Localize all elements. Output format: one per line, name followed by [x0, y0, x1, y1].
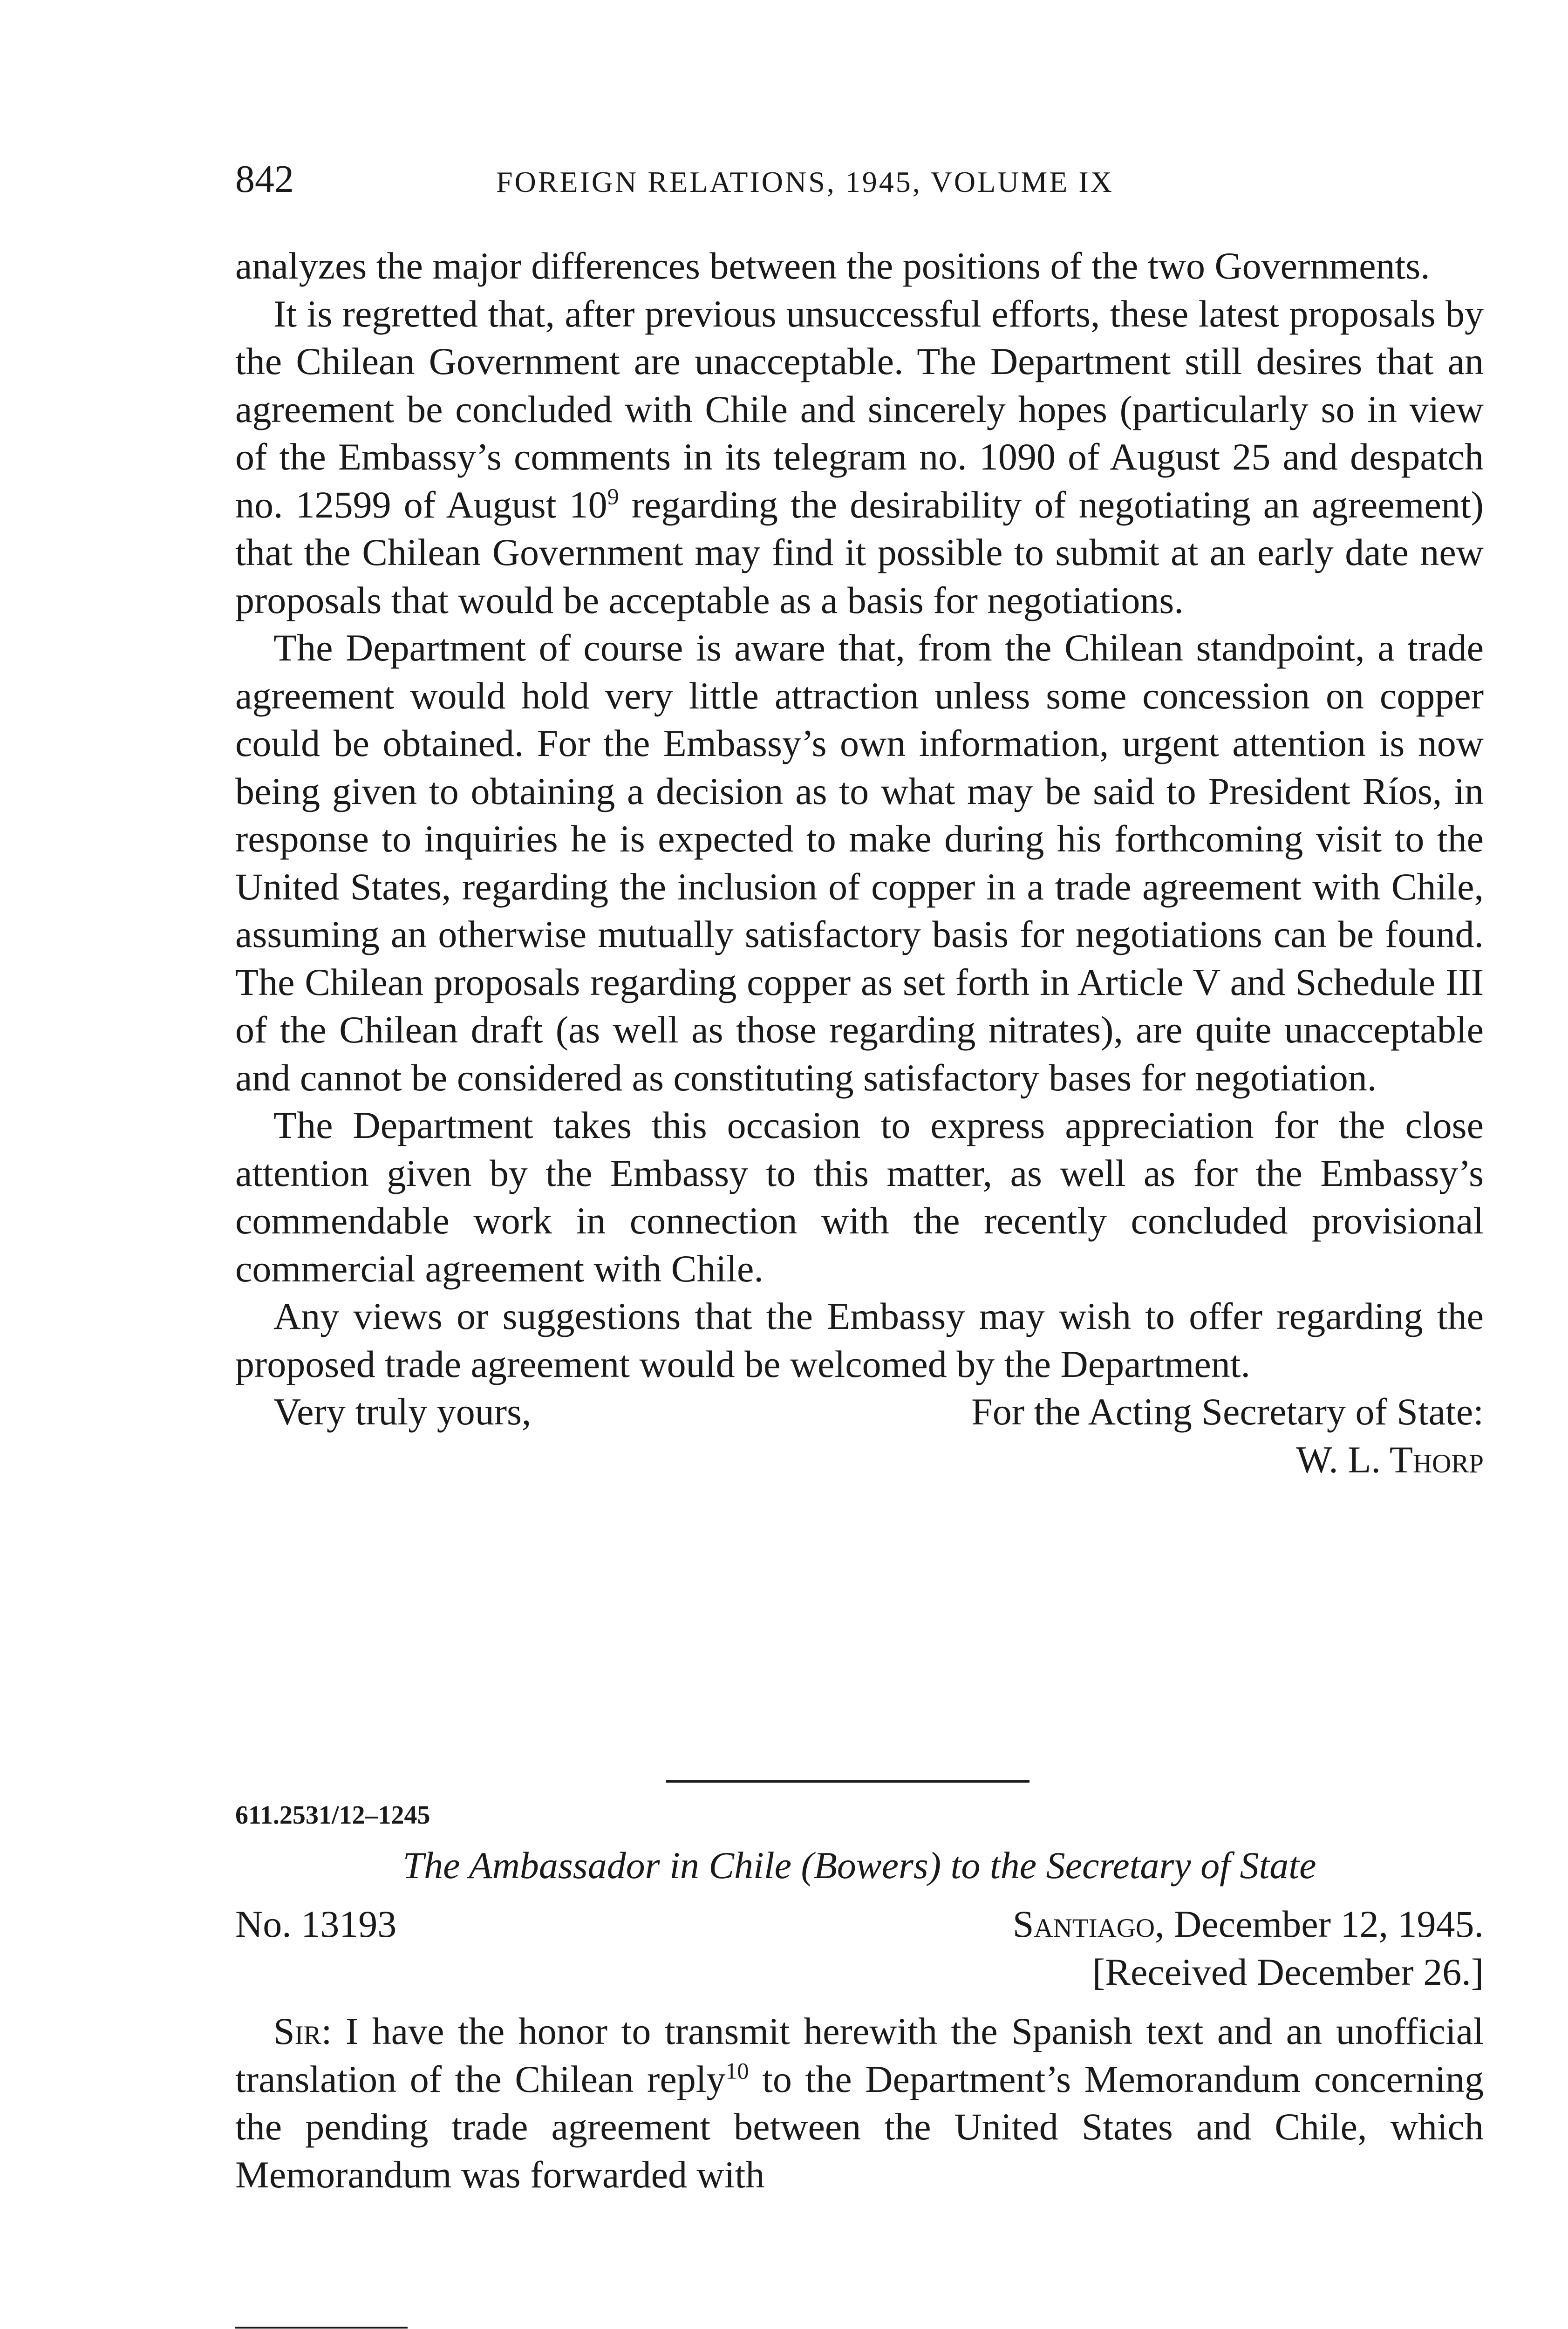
despatch-paragraph-1: [235, 2008, 1484, 2199]
despatch-body: [235, 2008, 1484, 2199]
footnote-ref-10: 10: [725, 2057, 749, 2084]
journal-title: FOREIGN RELATIONS, 1945, VOLUME IX: [496, 165, 1114, 198]
paragraph-2: [235, 290, 1484, 625]
paragraph-2-text-b: regarding the desirability of negotiating an agreement) that the Chilean Government may find it possible to submit at an early date new proposals that would be acceptable as a basis for negotiations.: [235, 483, 1484, 621]
footnote-ref-9: 9: [607, 483, 619, 510]
complimentary-close: Very truly yours,: [273, 1390, 532, 1433]
despatch-text-a: : I have the honor to transmit herewith the Spanish text and an unofficial translation of the Chilean reply: [235, 2010, 1484, 2100]
dateline-place: Santiago,: [1012, 1903, 1165, 1945]
paragraph-2-text-a: It is regretted that, after previous unsuccessful efforts, these latest proposals by the Chilean Government are unacceptable. The Department still desires that an agreement be concluded with Chile and sincerely hopes (particularly so in view of the Embassy’s comments in its telegram no. 1090 of August 25 and despatch no. 12599 of August 10: [235, 292, 1484, 526]
closing-row: [235, 1388, 1484, 1436]
running-head: [235, 154, 1484, 205]
file-number: 611.2531/12–1245: [235, 1801, 430, 1830]
page-number: 842: [235, 157, 294, 201]
paragraph-5: Any views or suggestions that the Embassy may wish to offer regarding the proposed trade agreement would be welcomed by the Department.: [235, 1295, 1484, 1385]
paragraph-3: The Department of course is aware that, from the Chilean standpoint, a trade agreement would hold very little attraction unless some concession on copper could be obtained. For the Embassy’s own information, urgent attention is now being given to obtaining a decision as to what may be said to President Ríos, in response to inquiries he is expected to make during his forthcoming visit to the United States, regarding the inclusion of copper in a trade agreement with Chile, assuming an otherwise mutually satisfactory basis for negotiations can be found. The Chilean proposals regarding copper as set forth in Article V and Schedule III of the Chilean draft (as well as those regarding nitrates), are quite unacceptable and cannot be considered as constituting satisfactory bases for negotiation.: [235, 627, 1484, 1099]
closing-for: For the Acting Secretary of State:: [971, 1390, 1484, 1433]
dateline-date: December 12, 1945.: [1164, 1903, 1484, 1945]
signature: W. L. Thorp: [1296, 1438, 1484, 1481]
received-date: [Received December 26.]: [1092, 1950, 1484, 1993]
paragraph-1: analyzes the major differences between the positions of the two Governments.: [235, 245, 1430, 287]
salutation: Sir: [273, 2010, 321, 2052]
section-divider: [666, 1780, 1029, 1783]
paragraph-4: The Department takes this occasion to express appreciation for the close attention given by the Embassy to this matter, as well as for the Embassy’s commendable work in connection with the recently concluded provisional commercial agreement with Chile.: [235, 1104, 1484, 1290]
footnote-rule: [235, 2327, 408, 2329]
despatch-text-b: to the Department’s Memorandum concerning the pending trade agreement between the United States and Chile, which Memorandum was forwarded with: [235, 2057, 1484, 2196]
despatch-number: No. 13193: [235, 1903, 397, 1945]
dateline-row: [235, 1900, 1484, 1993]
letter-body: [235, 242, 1484, 1484]
document-heading: The Ambassador in Chile (Bowers) to the Secretary of State: [402, 1844, 1316, 1886]
signature-row: [235, 1436, 1484, 1484]
dateline: [1013, 1900, 1484, 1948]
